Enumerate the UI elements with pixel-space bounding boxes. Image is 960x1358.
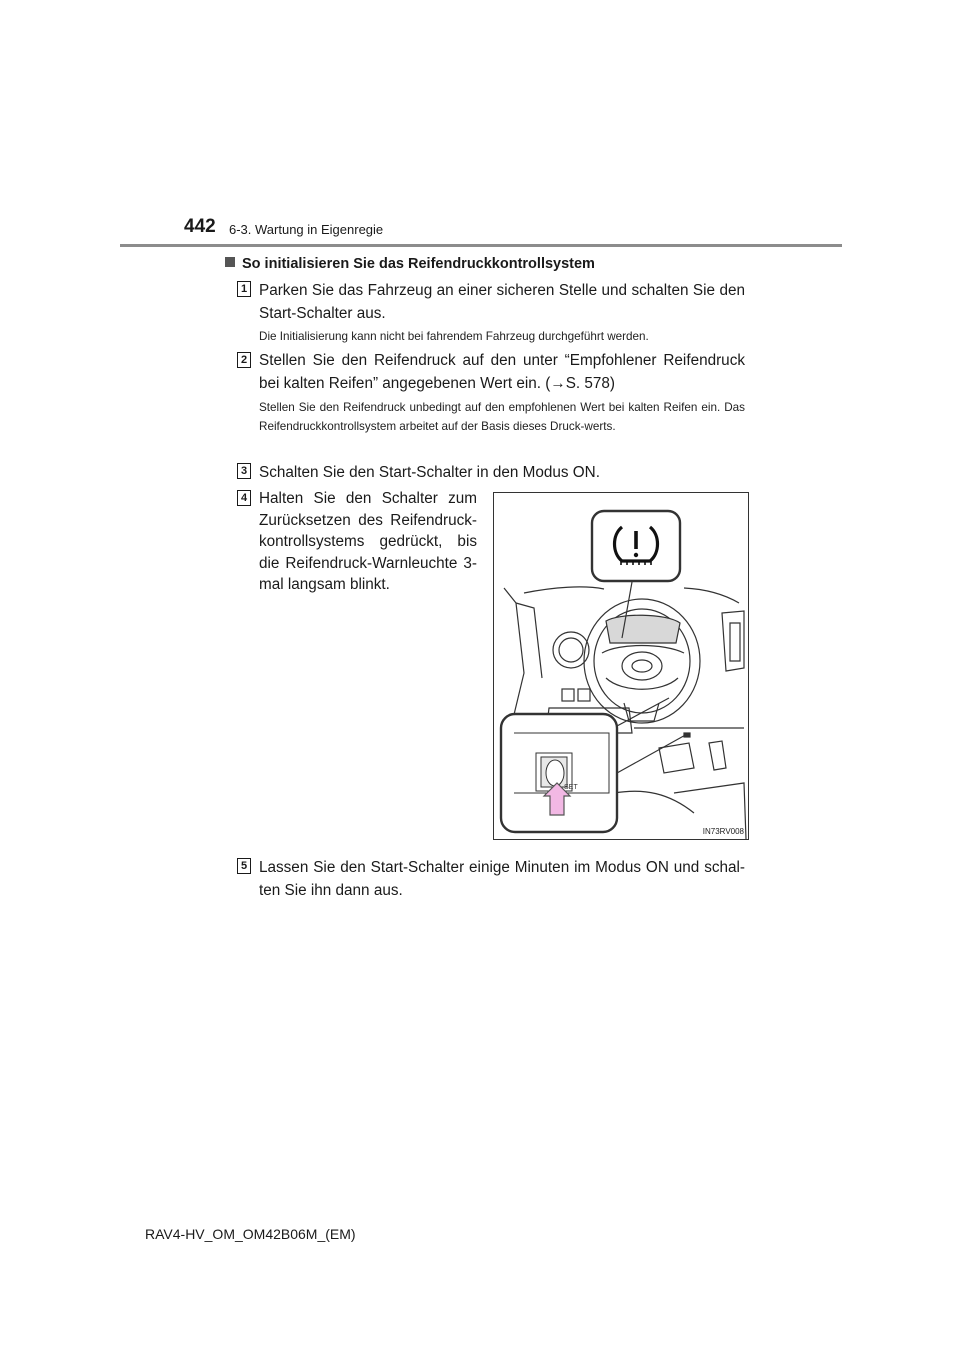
illustration-code: IN73RV008 xyxy=(702,827,744,836)
step-1-text: Parken Sie das Fahrzeug an einer sicheren Stelle und schalten Sie den Start-Schalter aus. xyxy=(259,282,745,322)
step-number-4: 4 xyxy=(237,490,251,506)
step-number-3: 3 xyxy=(237,463,251,479)
step-2-note: Stellen Sie den Reifendruck unbedingt auf den empfohlenen Wert bei kalten Reifen ein. Das Reifendruckkontrollsystem arbeitet auf der Basis dieses Druck-werts. xyxy=(259,401,745,433)
steering-wheel xyxy=(584,599,700,723)
square-bullet-icon xyxy=(225,257,235,267)
set-label: SET xyxy=(564,784,578,791)
step-2-text: Stellen Sie den Reifendruck auf den unter “Empfohlener Reifendruck bei kalten Reifen” angegebenen Wert ein. (→S. 578) xyxy=(259,352,745,392)
step-1-note: Die Initialisierung kann nicht bei fahrendem Fahrzeug durchgeführt werden. xyxy=(259,330,649,343)
heading-text: So initialisieren Sie das Reifendruckkontrollsystem xyxy=(242,256,595,272)
page-number: 442 xyxy=(184,216,216,237)
header-rule xyxy=(120,244,842,247)
step-4-text: Halten Sie den Schalter zum Zurücksetzen des Reifendruck-kontrollsystems gedrückt, bis die Reifendruck-Warnleuchte 3-mal langsam blinkt. xyxy=(259,490,477,593)
heading xyxy=(225,256,595,272)
set-switch-callout xyxy=(501,714,617,832)
step-number-5: 5 xyxy=(237,858,251,874)
tire-pressure-warning-icon xyxy=(592,511,680,581)
footer-code: RAV4-HV_OM_OM42B06M_(EM) xyxy=(145,1226,356,1242)
step-number-2: 2 xyxy=(237,352,251,368)
section-title: 6-3. Wartung in Eigenregie xyxy=(229,222,384,237)
step-3-text: Schalten Sie den Start-Schalter in den Modus ON. xyxy=(259,464,600,481)
step-5-text: Lassen Sie den Start-Schalter einige Minuten im Modus ON und schal-ten Sie ihn dann aus. xyxy=(259,859,745,899)
step-number-1: 1 xyxy=(237,281,251,297)
dashboard-illustration xyxy=(493,492,749,840)
